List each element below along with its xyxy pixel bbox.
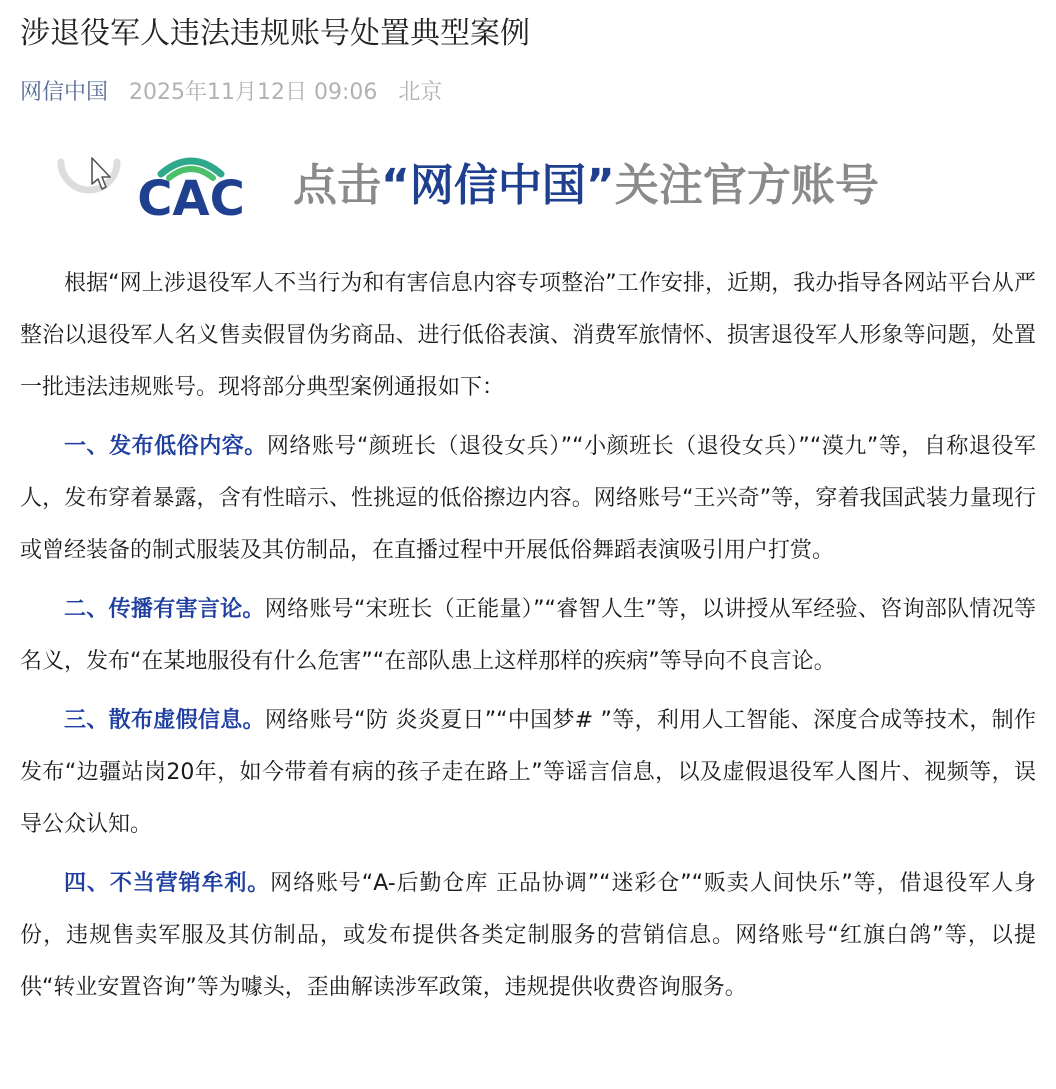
- section-text: 网络账号“防 炎炎夏日”“中国梦# ”等，利用人工智能、深度合成等技术，制作发布“边疆站岗20年，如今带着有病的孩子走在路上”等谣言信息，以及虚假退役军人图片、视频等，误导公众认知。: [20, 708, 1036, 837]
- intro-paragraph: 根据“网上涉退役军人不当行为和有害信息内容专项整治”工作安排，近期，我办指导各网站平台从严整治以退役军人名义售卖假冒伪劣商品、进行低俗表演、消费军旅情怀、损害退役军人形象等问题，处置一批违法违规账号。现将部分典型案例通报如下：: [20, 271, 1036, 400]
- slogan-highlight: “网信中国”: [381, 160, 615, 211]
- section-heading: 四、不当营销牟利。: [64, 871, 271, 896]
- follow-banner[interactable]: [55, 148, 955, 228]
- cac-logo: [125, 152, 257, 218]
- section-text: 网络账号“宋班长（正能量）”“睿智人生”等，以讲授从军经验、咨询部队情况等名义，发布“在某地服役有什么危害”“在部队患上这样那样的疾病”等导向不良言论。: [20, 597, 1036, 674]
- section-heading: 二、传播有害言论。: [64, 597, 265, 622]
- section-heading: 三、散布虚假信息。: [64, 708, 265, 733]
- cac-logo-text: CAC: [137, 171, 245, 218]
- mouse-cursor-icon: [55, 148, 123, 208]
- article-meta: [20, 77, 442, 109]
- slogan-suffix: 关注官方账号: [614, 160, 879, 211]
- section-paragraph: [20, 421, 1036, 577]
- section-text: 网络账号“A-后勤仓库 正品协调”“迷彩仓”“贩卖人间快乐”等，借退役军人身份，违规售卖军服及其仿制品，或发布提供各类定制服务的营销信息。网络账号“红旗白鸽”等，以提供“转业安置咨询”等为噱头，歪曲解读涉军政策，违规提供收费咨询服务。: [20, 871, 1036, 1000]
- publish-date: 2025年11月12日 09:06: [129, 80, 378, 105]
- follow-slogan: [293, 156, 879, 216]
- article-body: [20, 258, 1036, 1021]
- section-paragraph: [20, 695, 1036, 851]
- section-paragraph: [20, 584, 1036, 688]
- account-name-link[interactable]: 网信中国: [20, 80, 109, 105]
- section-heading: 一、发布低俗内容。: [64, 434, 267, 459]
- section-text: 网络账号“颜班长（退役女兵）”“小颜班长（退役女兵）”“漠九”等，自称退役军人，发布穿着暴露，含有性暗示、性挑逗的低俗擦边内容。网络账号“王兴奇”等，穿着我国武装力量现行或曾经装备的制式服装及其仿制品，在直播过程中开展低俗舞蹈表演吸引用户打赏。: [20, 434, 1036, 563]
- section-paragraph: [20, 858, 1036, 1014]
- article-title: 涉退役军人违法违规账号处置典型案例: [20, 16, 530, 51]
- publish-location: 北京: [398, 80, 443, 105]
- slogan-prefix: 点击: [293, 160, 381, 211]
